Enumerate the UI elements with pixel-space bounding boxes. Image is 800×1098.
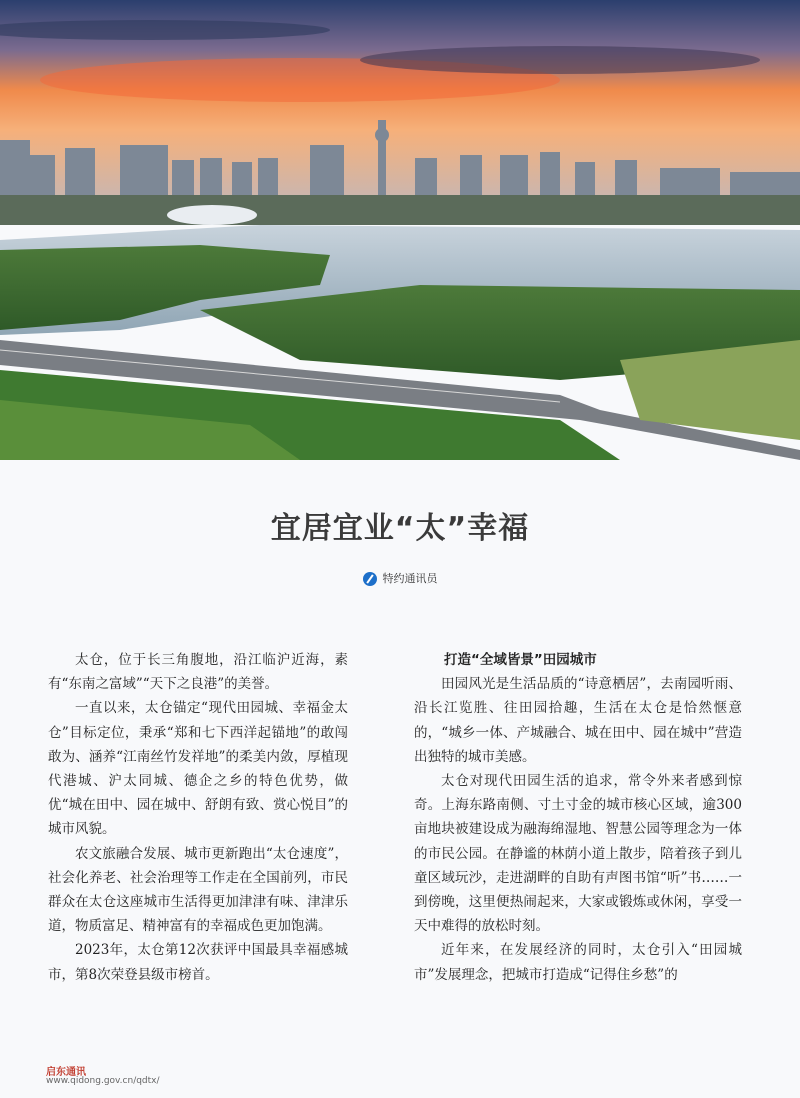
section-heading: 打造“全域皆景”田园城市 <box>444 652 597 668</box>
byline <box>0 570 800 586</box>
footer-url: www.qidong.gov.cn/qdtx/ <box>46 1076 160 1086</box>
city-skyline-illustration <box>0 0 800 460</box>
right-column <box>414 648 742 987</box>
paragraph: 太仓对现代田园生活的追求，常令外来者感到惊奇。上海东路南侧、寸土寸金的城市核心区域，逾300亩地块被建设成为融海绵湿地、智慧公园等理念为一体的市民公园。在静谧的林荫小道上散步，陪着孩子到儿童区域玩沙，走进湖畔的自助有声图书馆“听”书……一到傍晚，这里便热闹起来，大家或锻炼或休闲，享受一天中难得的放松时刻。 <box>414 773 742 935</box>
paragraph: 田园风光是生活品质的“诗意栖居”，去南园听雨、沿长江览胜、往田园拾趣，生活在太仓是恰然惬意的，“城乡一体、产城融合、城在田中、园在城中”营造出独特的城市美感。 <box>414 676 742 765</box>
footer-brand: 启东通讯 <box>46 1067 86 1078</box>
pen-icon <box>363 572 377 586</box>
left-column <box>48 648 348 987</box>
paragraph: 近年来，在发展经济的同时，太仓引入“田园城市”发展理念，把城市打造成“记得住乡愁”的 <box>414 942 742 983</box>
byline-text: 特约通讯员 <box>382 572 438 585</box>
paragraph: 农文旅融合发展、城市更新跑出“太仓速度”，社会化养老、社会治理等工作走在全国前列，市民群众在太仓这座城市生活得更加津津有味、津津乐道，物质富足、精神富有的幸福成色更加饱满。 <box>48 845 348 935</box>
paragraph: 2023年，太仓第12次获评中国最具幸福感城市，第8次荣登县级市榜首。 <box>48 942 348 983</box>
article-title: 宜居宜业“太”幸福 <box>270 511 530 546</box>
paragraph: 一直以来，太仓锚定“现代田园城、幸福金太仓”目标定位，秉承“郑和七下西洋起锚地”的敢闯敢为、涵养“江南丝竹发祥地”的柔美内敛，厚植现代港城、沪太同城、德企之乡的特色优势，做优“城在田中、园在城中、舒朗有致、赏心悦目”的城市风貌。 <box>48 700 348 838</box>
paragraph: 太仓，位于长三角腹地，沿江临沪近海，素有“东南之富域”“天下之良港”的美誉。 <box>48 652 348 693</box>
hero-photo <box>0 0 800 460</box>
